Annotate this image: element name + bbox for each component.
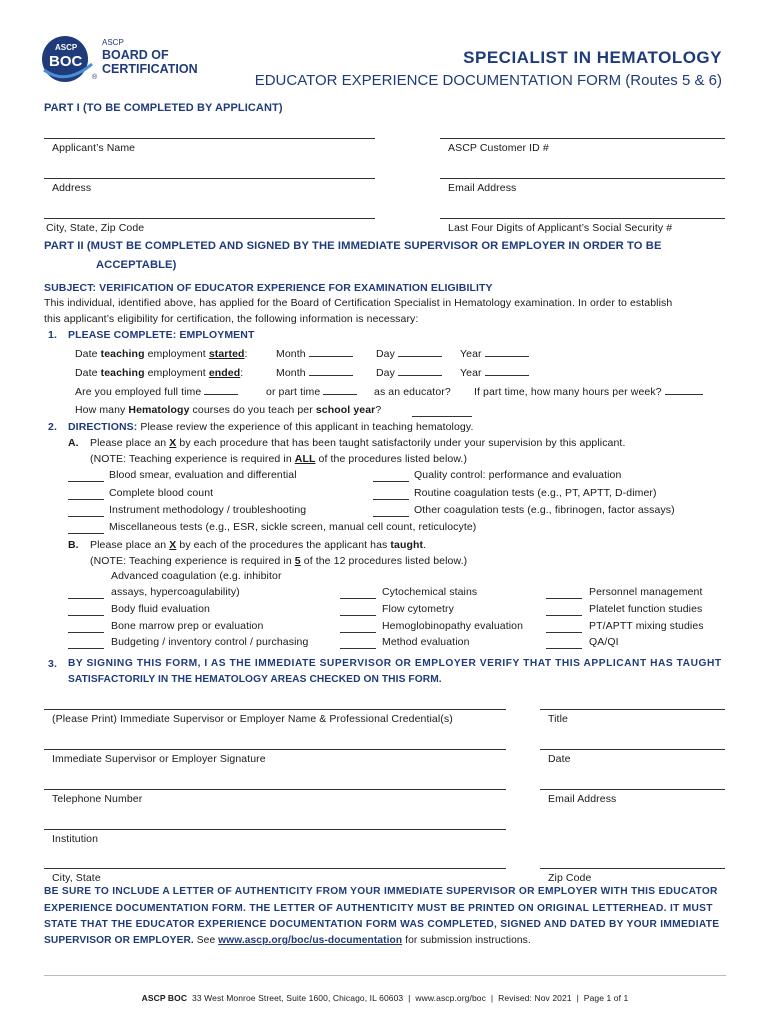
intro-line2: this applicant’s eligibility for certification, the following information is necessary: (44, 313, 419, 325)
checkbox-cytochemical[interactable] (340, 598, 376, 599)
applicant-name-field[interactable]: Applicant’s Name (52, 142, 136, 154)
section2a-note: (NOTE: Teaching experience is required in ALL of the procedures listed below.) (90, 453, 468, 465)
part1-heading: PART I (TO BE COMPLETED BY APPLICANT) (44, 102, 283, 114)
checkbox-method-eval[interactable] (340, 648, 376, 649)
logo-badge-main: BOC (49, 53, 83, 70)
part2-heading-line2: ACCEPTABLE) (96, 259, 177, 271)
checkbox-personnel[interactable] (546, 598, 582, 599)
procedure-bone-marrow: Bone marrow prep or evaluation (111, 620, 264, 632)
checkbox-qc[interactable] (373, 481, 409, 482)
intro-line1: This individual, identified above, has applied for the Board of Certification Specialist in Hematology examination. In order to establish (44, 297, 673, 309)
checkbox-qaqi[interactable] (546, 648, 582, 649)
procedure-advanced-coag-header: Advanced coagulation (e.g. inhibitor (111, 570, 282, 582)
signature-field[interactable]: Immediate Supervisor or Employer Signature (52, 753, 266, 765)
notice-line2: EXPERIENCE DOCUMENTATION FORM. THE LETTER OF AUTHENTICITY MUST BE PRINTED ON ORIGINAL LETTERHEAD. IT MUST (44, 903, 713, 914)
checkbox-flow[interactable] (340, 615, 376, 616)
logo-badge-top: ASCP (55, 43, 78, 52)
notice-line3: STATE THAT THE EDUCATOR EXPERIENCE DOCUMENTATION FORM WAS COMPLETED, SIGNED AND DATED BY YOUR IMMEDIATE (44, 919, 720, 930)
ended-day[interactable]: Day (376, 367, 442, 379)
checkbox-instrument[interactable] (68, 516, 104, 517)
supervisor-name-field[interactable]: (Please Print) Immediate Supervisor or Employer Name & Professional Credential(s) (52, 713, 453, 725)
part2-heading-line1: PART II (MUST BE COMPLETED AND SIGNED BY THE IMMEDIATE SUPERVISOR OR EMPLOYER IN ORDER TO BE (44, 240, 662, 252)
section2-heading: DIRECTIONS: Please review the experience of this applicant in teaching hematology. (68, 421, 474, 433)
started-day[interactable]: Day (376, 348, 442, 360)
documentation-link[interactable]: www.ascp.org/boc/us-documentation (218, 935, 403, 946)
form-title: SPECIALIST IN HEMATOLOGY (463, 48, 722, 67)
procedure-advanced-coag: assays, hypercoagulability) (111, 586, 240, 598)
procedure-hemoglobinopathy: Hemoglobinopathy evaluation (382, 620, 524, 632)
checkbox-body-fluid[interactable] (68, 615, 104, 616)
form-subtitle: EDUCATOR EXPERIENCE DOCUMENTATION FORM (Routes 5 & 6) (254, 72, 722, 89)
procedure-method-eval: Method evaluation (382, 636, 470, 648)
checkbox-cbc[interactable] (68, 499, 104, 500)
procedure-instrument: Instrument methodology / troubleshooting (109, 504, 307, 516)
ssn-field[interactable]: Last Four Digits of Applicant’s Social Security # (448, 222, 673, 234)
full-time-question[interactable]: Are you employed full time (75, 386, 238, 398)
procedure-cytochemical: Cytochemical stains (382, 586, 478, 598)
checkbox-routine-coag[interactable] (373, 499, 409, 500)
started-year[interactable]: Year (460, 348, 529, 360)
checkbox-budgeting[interactable] (68, 648, 104, 649)
courses-question[interactable]: How many Hematology courses do you teach per school year? (75, 404, 382, 416)
logo-reg: ® (92, 74, 98, 81)
title-field[interactable]: Title (548, 713, 568, 725)
notice-line4: SUPERVISOR OR EMPLOYER. See www.ascp.org/boc/us-documentation for submission instructions. (44, 935, 531, 946)
procedure-misc-tests: Miscellaneous tests (e.g., ESR, sickle screen, manual cell count, reticulocyte) (109, 521, 477, 533)
procedure-routine-coag: Routine coagulation tests (e.g., PT, APTT, D-dimer) (414, 487, 657, 499)
educator-label: as an educator? (374, 386, 451, 398)
section3-line2: SATISFACTORILY IN THE HEMATOLOGY AREAS CHECKED ON THIS FORM. (68, 674, 442, 685)
part-time-question[interactable]: or part time (266, 386, 357, 398)
procedure-qc: Quality control: performance and evaluation (414, 469, 622, 481)
section2a-label: A. (68, 437, 79, 449)
date-started-label: Date teaching employment started: (75, 348, 248, 360)
logo-small: ASCP (102, 38, 124, 47)
footer: ASCP BOC 33 West Monroe Street, Suite 1600, Chicago, IL 60603 | www.ascp.org/boc | Revised: Nov 2021 | Page 1 of 1 (141, 993, 629, 1003)
logo-line1: BOARD OF (102, 48, 169, 62)
email-field[interactable]: Email Address (448, 182, 517, 194)
logo (38, 34, 208, 86)
procedure-cbc: Complete blood count (109, 487, 214, 499)
city-field[interactable]: City, State, Zip Code (46, 222, 145, 234)
courses-blank[interactable] (412, 416, 472, 417)
procedure-platelet: Platelet function studies (589, 603, 703, 615)
checkbox-other-coag[interactable] (373, 516, 409, 517)
checkbox-mixing[interactable] (546, 632, 582, 633)
section1-heading: PLEASE COMPLETE: EMPLOYMENT (68, 329, 255, 341)
telephone-field[interactable]: Telephone Number (52, 793, 143, 805)
procedure-budgeting: Budgeting / inventory control / purchasing (111, 636, 309, 648)
section2-number: 2. (48, 421, 57, 433)
procedure-flow: Flow cytometry (382, 603, 454, 615)
zip-field[interactable]: Zip Code (548, 872, 592, 884)
section2b-label: B. (68, 539, 79, 551)
ended-year[interactable]: Year (460, 367, 529, 379)
date-field[interactable]: Date (548, 753, 571, 765)
address-field[interactable]: Address (52, 182, 92, 194)
procedure-blood-smear: Blood smear, evaluation and differential (109, 469, 297, 481)
section3-line1: BY SIGNING THIS FORM, I AS THE IMMEDIATE SUPERVISOR OR EMPLOYER VERIFY THAT THIS APPLICANT HAS TAUGHT (68, 658, 722, 669)
subject-line: SUBJECT: VERIFICATION OF EDUCATOR EXPERIENCE FOR EXAMINATION ELIGIBILITY (44, 282, 493, 294)
checkbox-misc-tests[interactable] (68, 533, 104, 534)
procedure-mixing: PT/APTT mixing studies (589, 620, 704, 632)
supervisor-city-field[interactable]: City, State (52, 872, 101, 884)
procedure-qaqi: QA/QI (589, 636, 619, 648)
checkbox-advanced-coag[interactable] (68, 598, 104, 599)
started-month[interactable]: Month (276, 348, 353, 360)
section3-number: 3. (48, 658, 57, 670)
customer-id-field[interactable]: ASCP Customer ID # (448, 142, 549, 154)
ended-month[interactable]: Month (276, 367, 353, 379)
section2b-text: Please place an X by each of the procedures the applicant has taught. (90, 539, 427, 551)
notice-line1: BE SURE TO INCLUDE A LETTER OF AUTHENTICITY FROM YOUR IMMEDIATE SUPERVISOR OR EMPLOYER WITH THIS EDUCATOR (44, 886, 718, 897)
procedure-personnel: Personnel management (589, 586, 703, 598)
procedure-other-coag: Other coagulation tests (e.g., fibrinogen, factor assays) (414, 504, 675, 516)
checkbox-blood-smear[interactable] (68, 481, 104, 482)
supervisor-email-field[interactable]: Email Address (548, 793, 617, 805)
section1-number: 1. (48, 329, 57, 341)
logo-line2: CERTIFICATION (102, 62, 198, 76)
checkbox-bone-marrow[interactable] (68, 632, 104, 633)
checkbox-hemoglobinopathy[interactable] (340, 632, 376, 633)
hours-question[interactable]: If part time, how many hours per week? (474, 386, 703, 398)
institution-field[interactable]: Institution (52, 833, 99, 845)
date-ended-label: Date teaching employment ended: (75, 367, 244, 379)
section2a-text: Please place an X by each procedure that has been taught satisfactorily under your supervision by this applicant. (90, 437, 626, 449)
procedure-body-fluid: Body fluid evaluation (111, 603, 210, 615)
checkbox-platelet[interactable] (546, 615, 582, 616)
section2b-note: (NOTE: Teaching experience is required in 5 of the 12 procedures listed below.) (90, 555, 468, 567)
